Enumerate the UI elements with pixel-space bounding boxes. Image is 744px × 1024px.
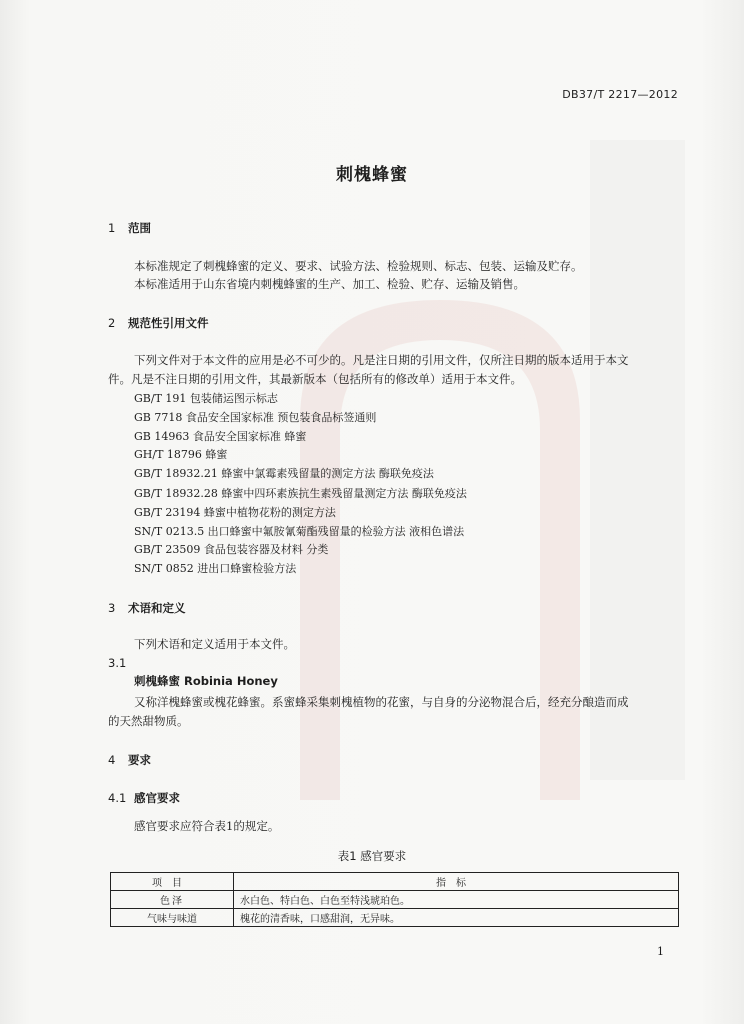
document-title: 刺槐蜂蜜: [336, 165, 408, 185]
reference-item: GH/T 18796 蜂蜜: [134, 448, 228, 461]
table-header-cell: 项目: [111, 873, 234, 891]
section-title: 规范性引用文件: [128, 316, 209, 330]
reference-item: GB 7718 食品安全国家标准 预包装食品标签通则: [134, 411, 377, 424]
reference-item: GB/T 23509 食品包装容器及材料 分类: [134, 543, 329, 556]
section-1-heading: [108, 220, 151, 236]
table-row: [111, 909, 679, 927]
standard-code: DB37/T 2217—2012: [562, 88, 678, 101]
sensory-requirements-table: [110, 872, 679, 927]
table-cell-item: 色泽: [111, 891, 234, 909]
section-4-heading: [108, 752, 151, 768]
subsection-number: 3.1: [108, 656, 127, 670]
section-3-heading: [108, 600, 186, 616]
reference-item: GB/T 18932.21 蜂蜜中氯霉素残留量的测定方法 酶联免疫法: [134, 467, 434, 480]
section-number: 3: [108, 601, 116, 615]
table-cell-value: 水白色、特白色、白色至特浅琥珀色。: [234, 891, 679, 909]
section-title: 要求: [128, 753, 151, 767]
table-header-cell: 指标: [234, 873, 679, 891]
paragraph: 下列术语和定义适用于本文件。: [134, 637, 295, 651]
reference-item: GB/T 191 包装储运图示标志: [134, 392, 278, 405]
section-number: 2: [108, 316, 116, 330]
subsection-heading: [108, 790, 180, 806]
paragraph: 下列文件对于本文件的应用是必不可少的。凡是注日期的引用文件，仅所注日期的版本适用于本文: [134, 353, 629, 367]
reference-item: GB/T 18932.28 蜂蜜中四环素族抗生素残留量测定方法 酶联免疫法: [134, 487, 467, 500]
paragraph: 本标准规定了刺槐蜂蜜的定义、要求、试验方法、检验规则、标志、包装、运输及贮存。: [134, 259, 583, 273]
term-heading: 刺槐蜂蜜 Robinia Honey: [134, 674, 278, 688]
paragraph: 件。凡是不注日期的引用文件，其最新版本（包括所有的修改单）适用于本文件。: [108, 372, 522, 386]
section-2-heading: [108, 315, 209, 331]
table-header-row: [111, 873, 679, 891]
table-cell-item: 气味与味道: [111, 909, 234, 927]
subsection-number: 4.1: [108, 791, 127, 805]
section-title: 范围: [128, 221, 151, 235]
table-cell-value: 槐花的清香味，口感甜润，无异味。: [234, 909, 679, 927]
section-title: 术语和定义: [128, 601, 186, 615]
section-number: 1: [108, 221, 116, 235]
page-number: 1: [657, 945, 664, 958]
section-number: 4: [108, 753, 116, 767]
reference-item: GB 14963 食品安全国家标准 蜂蜜: [134, 430, 307, 443]
definition-text: 的天然甜物质。: [108, 714, 189, 728]
paragraph: 感官要求应符合表1的规定。: [134, 819, 280, 833]
definition-text: 又称洋槐蜂蜜或槐花蜂蜜。系蜜蜂采集刺槐植物的花蜜，与自身的分泌物混合后，经充分酿造而成: [134, 695, 629, 709]
subsection-title: 感官要求: [134, 791, 180, 805]
table-caption: 表1 感官要求: [337, 849, 407, 863]
table-row: [111, 891, 679, 909]
reference-item: SN/T 0213.5 出口蜂蜜中氟胺氰菊酯残留量的检验方法 液相色谱法: [134, 525, 465, 538]
paragraph: 本标准适用于山东省境内刺槐蜂蜜的生产、加工、检验、贮存、运输及销售。: [134, 277, 525, 291]
reference-item: SN/T 0852 进出口蜂蜜检验方法: [134, 562, 297, 575]
reference-item: GB/T 23194 蜂蜜中植物花粉的测定方法: [134, 506, 336, 519]
